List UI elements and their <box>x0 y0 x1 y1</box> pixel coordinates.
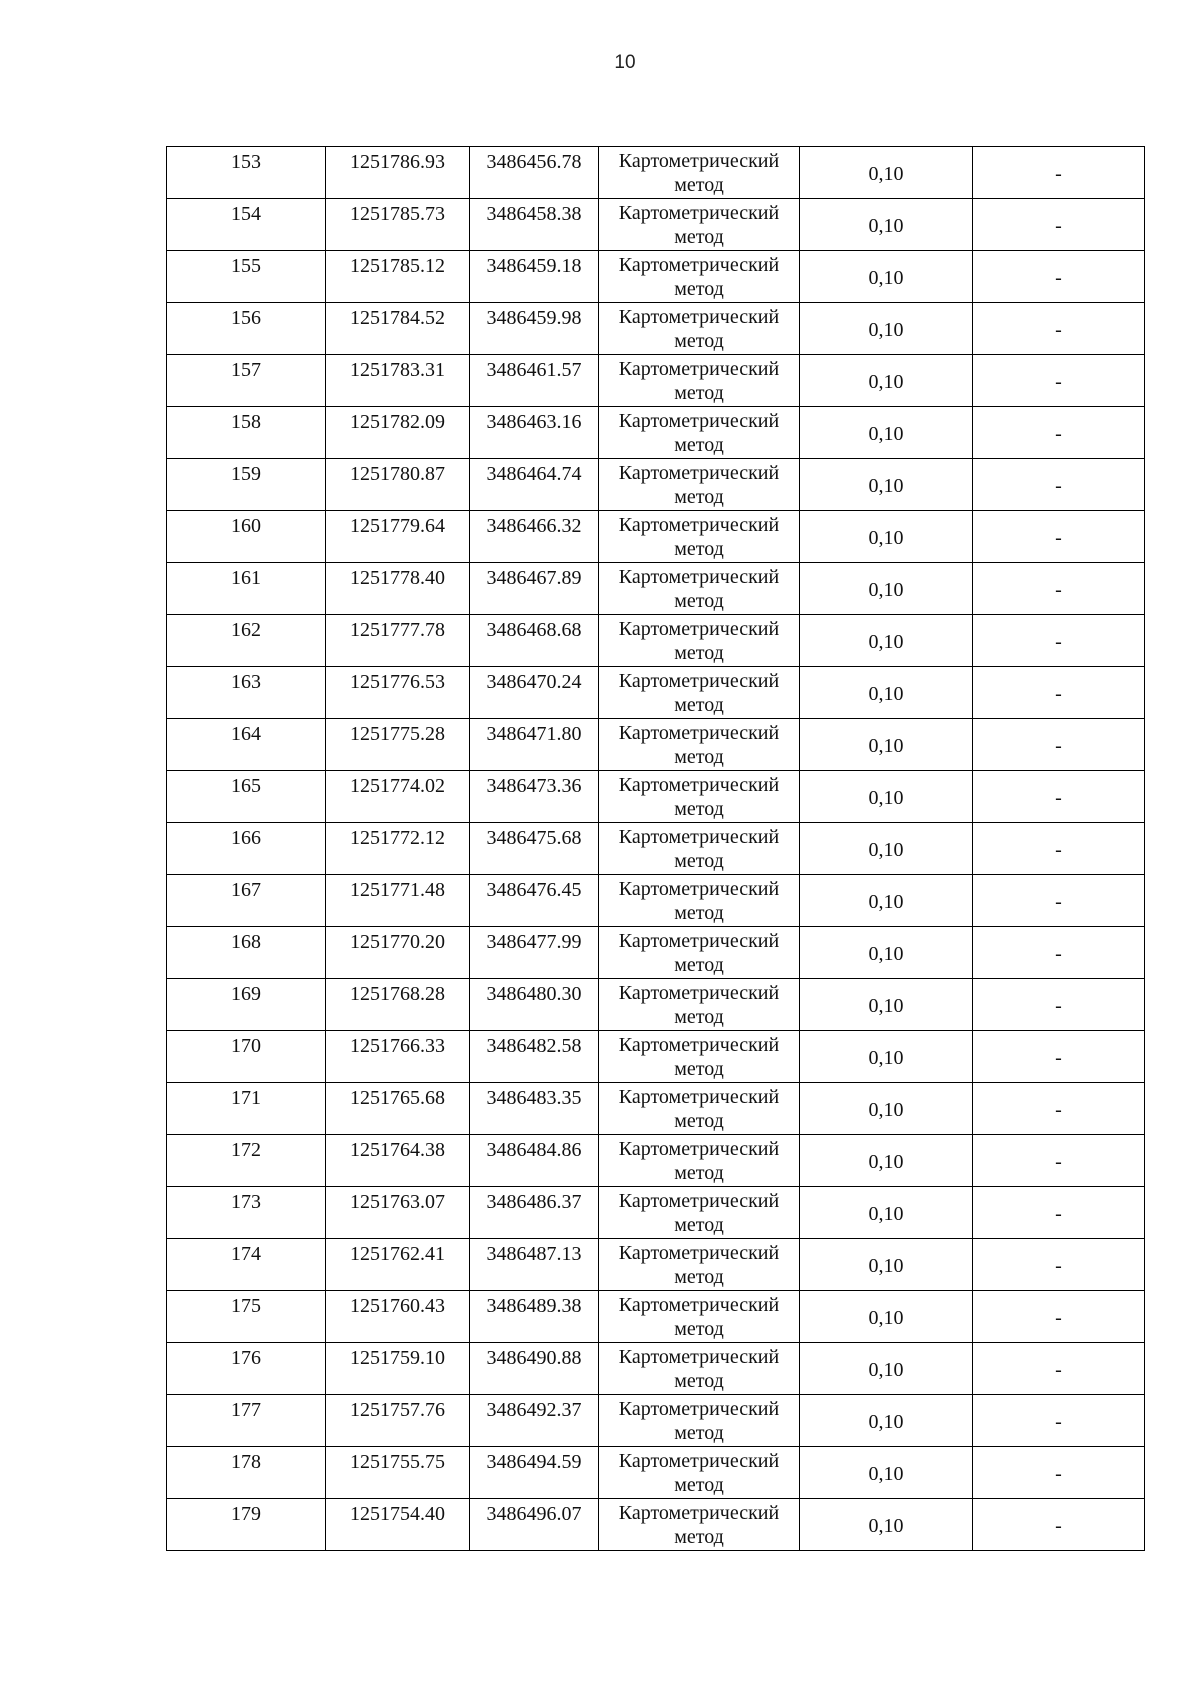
x-coordinate-cell: 1251764.38 <box>326 1135 470 1187</box>
method-line-1: Картометрический <box>618 670 780 692</box>
point-number-cell: 164 <box>167 719 326 771</box>
y-coordinate-cell: 3486487.13 <box>470 1239 599 1291</box>
y-coordinate-cell: 3486483.35 <box>470 1083 599 1135</box>
accuracy-cell: 0,10 <box>800 199 973 251</box>
description-cell: - <box>973 1499 1145 1551</box>
y-coordinate-cell: 3486484.86 <box>470 1135 599 1187</box>
method-cell <box>599 1031 800 1083</box>
method-line-2: метод <box>674 330 724 352</box>
table-row <box>167 1135 1145 1187</box>
accuracy-cell: 0,10 <box>800 771 973 823</box>
point-number-cell: 178 <box>167 1447 326 1499</box>
method-line-1: Картометрический <box>618 722 780 744</box>
description-cell: - <box>973 719 1145 771</box>
y-coordinate-cell: 3486494.59 <box>470 1447 599 1499</box>
method-line-1: Картометрический <box>618 254 780 276</box>
point-number-cell: 158 <box>167 407 326 459</box>
method-cell <box>599 1395 800 1447</box>
method-line-2: метод <box>674 694 724 716</box>
description-cell: - <box>973 823 1145 875</box>
method-cell <box>599 927 800 979</box>
method-line-1: Картометрический <box>618 878 780 900</box>
y-coordinate-cell: 3486486.37 <box>470 1187 599 1239</box>
y-coordinate-cell: 3486464.74 <box>470 459 599 511</box>
description-cell: - <box>973 511 1145 563</box>
method-line-2: метод <box>674 850 724 872</box>
table-row <box>167 1499 1145 1551</box>
table-row <box>167 1343 1145 1395</box>
point-number-cell: 169 <box>167 979 326 1031</box>
point-number-cell: 168 <box>167 927 326 979</box>
y-coordinate-cell: 3486492.37 <box>470 1395 599 1447</box>
point-number-cell: 156 <box>167 303 326 355</box>
table-row <box>167 303 1145 355</box>
accuracy-cell: 0,10 <box>800 355 973 407</box>
description-cell: - <box>973 1395 1145 1447</box>
y-coordinate-cell: 3486490.88 <box>470 1343 599 1395</box>
x-coordinate-cell: 1251772.12 <box>326 823 470 875</box>
method-line-1: Картометрический <box>618 358 780 380</box>
y-coordinate-cell: 3486470.24 <box>470 667 599 719</box>
table-row <box>167 667 1145 719</box>
method-cell <box>599 251 800 303</box>
table-row <box>167 1239 1145 1291</box>
accuracy-cell: 0,10 <box>800 875 973 927</box>
table-row <box>167 1083 1145 1135</box>
accuracy-cell: 0,10 <box>800 147 973 199</box>
method-line-1: Картометрический <box>618 462 780 484</box>
method-line-1: Картометрический <box>618 930 780 952</box>
description-cell: - <box>973 667 1145 719</box>
description-cell: - <box>973 771 1145 823</box>
method-cell <box>599 147 800 199</box>
method-cell <box>599 459 800 511</box>
y-coordinate-cell: 3486475.68 <box>470 823 599 875</box>
method-cell <box>599 1135 800 1187</box>
point-number-cell: 174 <box>167 1239 326 1291</box>
method-cell <box>599 1187 800 1239</box>
x-coordinate-cell: 1251779.64 <box>326 511 470 563</box>
y-coordinate-cell: 3486473.36 <box>470 771 599 823</box>
table-row <box>167 1031 1145 1083</box>
method-line-1: Картометрический <box>618 1294 780 1316</box>
method-cell <box>599 511 800 563</box>
method-line-1: Картометрический <box>618 410 780 432</box>
accuracy-cell: 0,10 <box>800 719 973 771</box>
accuracy-cell: 0,10 <box>800 459 973 511</box>
method-line-2: метод <box>674 434 724 456</box>
method-line-1: Картометрический <box>618 982 780 1004</box>
table-row <box>167 563 1145 615</box>
accuracy-cell: 0,10 <box>800 823 973 875</box>
method-cell <box>599 199 800 251</box>
accuracy-cell: 0,10 <box>800 1395 973 1447</box>
description-cell: - <box>973 875 1145 927</box>
page-number: 10 <box>614 52 636 73</box>
x-coordinate-cell: 1251777.78 <box>326 615 470 667</box>
method-line-2: метод <box>674 642 724 664</box>
table-row <box>167 771 1145 823</box>
method-line-2: метод <box>674 798 724 820</box>
method-cell <box>599 1447 800 1499</box>
accuracy-cell: 0,10 <box>800 1239 973 1291</box>
description-cell: - <box>973 303 1145 355</box>
description-cell: - <box>973 1083 1145 1135</box>
description-cell: - <box>973 1343 1145 1395</box>
x-coordinate-cell: 1251755.75 <box>326 1447 470 1499</box>
accuracy-cell: 0,10 <box>800 979 973 1031</box>
point-number-cell: 154 <box>167 199 326 251</box>
method-line-2: метод <box>674 174 724 196</box>
x-coordinate-cell: 1251771.48 <box>326 875 470 927</box>
accuracy-cell: 0,10 <box>800 303 973 355</box>
method-cell <box>599 823 800 875</box>
method-line-1: Картометрический <box>618 1346 780 1368</box>
method-cell <box>599 563 800 615</box>
accuracy-cell: 0,10 <box>800 251 973 303</box>
description-cell: - <box>973 1291 1145 1343</box>
method-line-2: метод <box>674 1162 724 1184</box>
method-line-1: Картометрический <box>618 826 780 848</box>
x-coordinate-cell: 1251754.40 <box>326 1499 470 1551</box>
point-number-cell: 165 <box>167 771 326 823</box>
method-line-2: метод <box>674 954 724 976</box>
table-row <box>167 927 1145 979</box>
method-line-2: метод <box>674 902 724 924</box>
description-cell: - <box>973 1187 1145 1239</box>
y-coordinate-cell: 3486459.18 <box>470 251 599 303</box>
y-coordinate-cell: 3486467.89 <box>470 563 599 615</box>
table-row <box>167 355 1145 407</box>
y-coordinate-cell: 3486466.32 <box>470 511 599 563</box>
method-line-1: Картометрический <box>618 1502 780 1524</box>
point-number-cell: 177 <box>167 1395 326 1447</box>
point-number-cell: 157 <box>167 355 326 407</box>
method-line-2: метод <box>674 1214 724 1236</box>
table-row <box>167 1447 1145 1499</box>
table-row <box>167 251 1145 303</box>
method-line-1: Картометрический <box>618 1086 780 1108</box>
accuracy-cell: 0,10 <box>800 1499 973 1551</box>
method-cell <box>599 771 800 823</box>
x-coordinate-cell: 1251785.12 <box>326 251 470 303</box>
method-cell <box>599 667 800 719</box>
accuracy-cell: 0,10 <box>800 1291 973 1343</box>
point-number-cell: 176 <box>167 1343 326 1395</box>
point-number-cell: 173 <box>167 1187 326 1239</box>
method-cell <box>599 1343 800 1395</box>
x-coordinate-cell: 1251768.28 <box>326 979 470 1031</box>
point-number-cell: 167 <box>167 875 326 927</box>
y-coordinate-cell: 3486461.57 <box>470 355 599 407</box>
y-coordinate-cell: 3486459.98 <box>470 303 599 355</box>
x-coordinate-cell: 1251778.40 <box>326 563 470 615</box>
description-cell: - <box>973 407 1145 459</box>
description-cell: - <box>973 1031 1145 1083</box>
method-line-1: Картометрический <box>618 202 780 224</box>
point-number-cell: 159 <box>167 459 326 511</box>
description-cell: - <box>973 251 1145 303</box>
point-number-cell: 170 <box>167 1031 326 1083</box>
accuracy-cell: 0,10 <box>800 1187 973 1239</box>
method-line-1: Картометрический <box>618 1398 780 1420</box>
method-cell <box>599 407 800 459</box>
method-line-1: Картометрический <box>618 774 780 796</box>
point-number-cell: 172 <box>167 1135 326 1187</box>
method-line-2: метод <box>674 1058 724 1080</box>
y-coordinate-cell: 3486471.80 <box>470 719 599 771</box>
accuracy-cell: 0,10 <box>800 563 973 615</box>
point-number-cell: 160 <box>167 511 326 563</box>
method-cell <box>599 1239 800 1291</box>
accuracy-cell: 0,10 <box>800 615 973 667</box>
method-cell <box>599 1499 800 1551</box>
x-coordinate-cell: 1251776.53 <box>326 667 470 719</box>
coordinates-table <box>166 146 1145 1551</box>
point-number-cell: 161 <box>167 563 326 615</box>
x-coordinate-cell: 1251774.02 <box>326 771 470 823</box>
y-coordinate-cell: 3486480.30 <box>470 979 599 1031</box>
table-row <box>167 1291 1145 1343</box>
table-row <box>167 875 1145 927</box>
y-coordinate-cell: 3486477.99 <box>470 927 599 979</box>
description-cell: - <box>973 459 1145 511</box>
method-line-1: Картометрический <box>618 1190 780 1212</box>
y-coordinate-cell: 3486468.68 <box>470 615 599 667</box>
point-number-cell: 166 <box>167 823 326 875</box>
point-number-cell: 179 <box>167 1499 326 1551</box>
y-coordinate-cell: 3486496.07 <box>470 1499 599 1551</box>
x-coordinate-cell: 1251770.20 <box>326 927 470 979</box>
x-coordinate-cell: 1251782.09 <box>326 407 470 459</box>
method-line-2: метод <box>674 746 724 768</box>
method-line-2: метод <box>674 590 724 612</box>
x-coordinate-cell: 1251762.41 <box>326 1239 470 1291</box>
y-coordinate-cell: 3486456.78 <box>470 147 599 199</box>
x-coordinate-cell: 1251766.33 <box>326 1031 470 1083</box>
method-line-2: метод <box>674 1474 724 1496</box>
x-coordinate-cell: 1251763.07 <box>326 1187 470 1239</box>
point-number-cell: 175 <box>167 1291 326 1343</box>
table-row <box>167 719 1145 771</box>
table-body <box>167 147 1145 1551</box>
accuracy-cell: 0,10 <box>800 667 973 719</box>
method-line-1: Картометрический <box>618 566 780 588</box>
method-line-2: метод <box>674 1110 724 1132</box>
accuracy-cell: 0,10 <box>800 1343 973 1395</box>
table-row <box>167 511 1145 563</box>
x-coordinate-cell: 1251783.31 <box>326 355 470 407</box>
description-cell: - <box>973 615 1145 667</box>
x-coordinate-cell: 1251760.43 <box>326 1291 470 1343</box>
description-cell: - <box>973 1239 1145 1291</box>
accuracy-cell: 0,10 <box>800 1031 973 1083</box>
table-row <box>167 979 1145 1031</box>
description-cell: - <box>973 1135 1145 1187</box>
method-line-1: Картометрический <box>618 618 780 640</box>
method-line-1: Картометрический <box>618 514 780 536</box>
description-cell: - <box>973 979 1145 1031</box>
table-row <box>167 1395 1145 1447</box>
y-coordinate-cell: 3486476.45 <box>470 875 599 927</box>
description-cell: - <box>973 147 1145 199</box>
method-line-2: метод <box>674 1422 724 1444</box>
table-row <box>167 407 1145 459</box>
table-row <box>167 1187 1145 1239</box>
x-coordinate-cell: 1251759.10 <box>326 1343 470 1395</box>
y-coordinate-cell: 3486463.16 <box>470 407 599 459</box>
point-number-cell: 163 <box>167 667 326 719</box>
point-number-cell: 155 <box>167 251 326 303</box>
method-line-1: Картометрический <box>618 1242 780 1264</box>
method-cell <box>599 303 800 355</box>
accuracy-cell: 0,10 <box>800 407 973 459</box>
table-row <box>167 147 1145 199</box>
method-line-2: метод <box>674 382 724 404</box>
x-coordinate-cell: 1251780.87 <box>326 459 470 511</box>
method-line-2: метод <box>674 1370 724 1392</box>
method-line-2: метод <box>674 1266 724 1288</box>
accuracy-cell: 0,10 <box>800 1083 973 1135</box>
y-coordinate-cell: 3486489.38 <box>470 1291 599 1343</box>
method-cell <box>599 615 800 667</box>
method-line-1: Картометрический <box>618 1450 780 1472</box>
method-line-1: Картометрический <box>618 1138 780 1160</box>
x-coordinate-cell: 1251775.28 <box>326 719 470 771</box>
method-line-2: метод <box>674 538 724 560</box>
x-coordinate-cell: 1251784.52 <box>326 303 470 355</box>
method-line-2: метод <box>674 1006 724 1028</box>
y-coordinate-cell: 3486458.38 <box>470 199 599 251</box>
point-number-cell: 171 <box>167 1083 326 1135</box>
method-line-1: Картометрический <box>618 150 780 172</box>
method-cell <box>599 875 800 927</box>
method-line-1: Картометрический <box>618 1034 780 1056</box>
accuracy-cell: 0,10 <box>800 511 973 563</box>
method-line-1: Картометрический <box>618 306 780 328</box>
table-row <box>167 823 1145 875</box>
method-line-2: метод <box>674 1318 724 1340</box>
method-line-2: метод <box>674 486 724 508</box>
method-line-2: метод <box>674 278 724 300</box>
description-cell: - <box>973 563 1145 615</box>
x-coordinate-cell: 1251786.93 <box>326 147 470 199</box>
description-cell: - <box>973 1447 1145 1499</box>
description-cell: - <box>973 199 1145 251</box>
y-coordinate-cell: 3486482.58 <box>470 1031 599 1083</box>
point-number-cell: 162 <box>167 615 326 667</box>
method-cell <box>599 979 800 1031</box>
x-coordinate-cell: 1251757.76 <box>326 1395 470 1447</box>
method-line-2: метод <box>674 1526 724 1548</box>
description-cell: - <box>973 355 1145 407</box>
table-row <box>167 615 1145 667</box>
accuracy-cell: 0,10 <box>800 1135 973 1187</box>
x-coordinate-cell: 1251785.73 <box>326 199 470 251</box>
method-line-2: метод <box>674 226 724 248</box>
method-cell <box>599 1291 800 1343</box>
method-cell <box>599 1083 800 1135</box>
table-row <box>167 199 1145 251</box>
table-row <box>167 459 1145 511</box>
point-number-cell: 153 <box>167 147 326 199</box>
description-cell: - <box>973 927 1145 979</box>
accuracy-cell: 0,10 <box>800 927 973 979</box>
x-coordinate-cell: 1251765.68 <box>326 1083 470 1135</box>
method-cell <box>599 355 800 407</box>
accuracy-cell: 0,10 <box>800 1447 973 1499</box>
method-cell <box>599 719 800 771</box>
